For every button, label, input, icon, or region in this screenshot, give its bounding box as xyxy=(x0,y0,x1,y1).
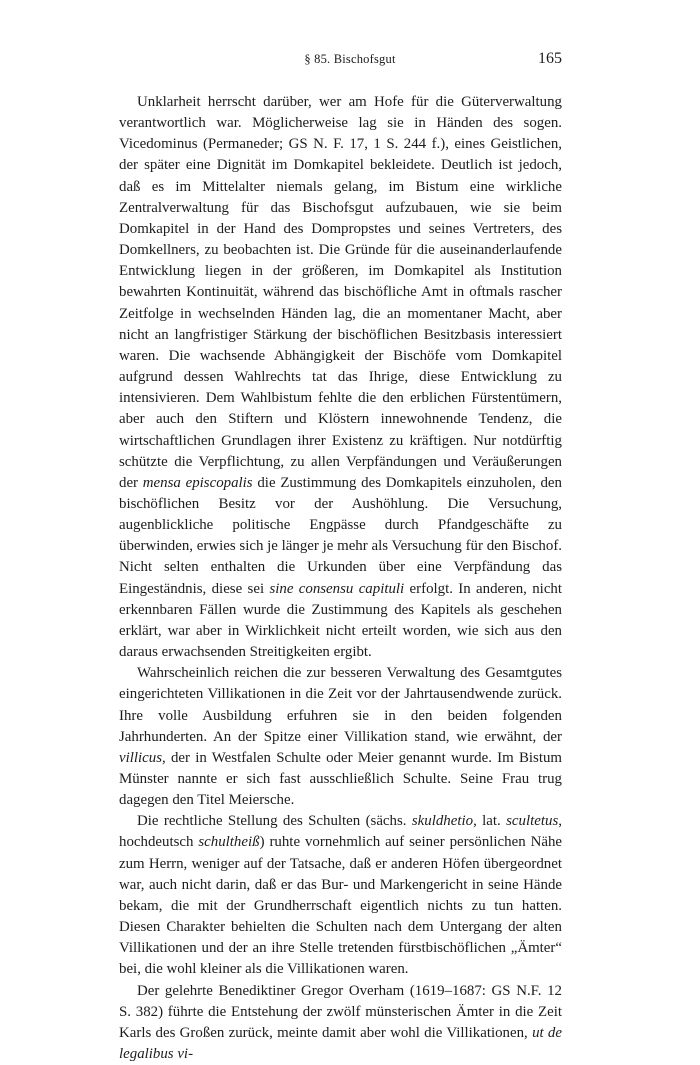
text-segment: Die rechtliche Stellung des Schulten (sächs. xyxy=(137,813,412,830)
text-segment: erfolgt. In anderen, nicht erkennbaren Fällen wurde die Zustimmung des Kapitels als geschehen erklärt, war aber in Wirklichkeit nicht erteilt worden, wie sich aus den daraus erwachsenden Streitigkeiten ergibt. xyxy=(119,580,563,661)
paragraph xyxy=(119,663,562,811)
paragraph xyxy=(119,92,562,663)
italic-text: villicus xyxy=(119,749,163,766)
italic-text: sine consensu capituli xyxy=(269,580,405,597)
page-number: 165 xyxy=(538,50,562,67)
text-segment: , lat. xyxy=(473,813,507,830)
italic-text: mensa episcopalis xyxy=(142,474,253,491)
text-segment: die Zustimmung des Domkapitels einzuholen, den bischöflichen Besitz vor der Aushöhlung. Die Versuchung, augenblickliche politische Engpässe durch Pfandgeschäfte zu überwinden, erwies sich je länger je mehr als Versuchung für den Bischof. Nicht selten enthalten die Urkunden über eine Verpfändung das Eingeständnis, diese sei xyxy=(119,474,562,597)
italic-text: scultetus xyxy=(506,813,559,830)
italic-text: ut de legalibus vi- xyxy=(119,1024,562,1063)
text-segment: Unklarheit herrscht darüber, wer am Hofe für die Güterverwaltung verantwortlich war. Möglicherweise lag sie in Händen des sogen. Vicedominus (Permaneder; GS N. F. 17, 1 S. 244 f.), eines Geistlichen, der später eine Dignität im Domkapitel bekleidete. Deutlich ist jedoch, daß es im Mittelalter niemals gelang, im Bistum eine wirkliche Zentralverwaltung für das Bischofsgut aufzubauen, wie sie beim Domkapitel in der Hand des Dompropstes und seines Vertreters, des Domkellners, zu beobachten ist. Die Gründe für die auseinanderlaufende Entwicklung liegen in der größeren, im Domkapitel als Institution bewahrten Kontinuität, während das bischöfliche Amt in oftmals rascher Zeitfolge in wechselnden Händen lag, die an momentaner Macht, aber nicht an langfristiger Stärkung der bischöflichen Besitzbasis interessiert waren. Die wachsende Abhängigkeit der Bischöfe vom Domkapitel aufgrund dessen Wahlrechts tat das Ihrige, diese Entwicklung zu intensivieren. Dem Wahlbistum fehlte die den erblichen Fürstentümern, aber auch den Stiftern und Klöstern innewohnende Tendenz, die wirtschaftlichen Grundlagen ihrer Existenz zu kräftigen. Nur notdürftig schützte die Verpflichtung, zu allen Verpfändungen und Veräußerungen der xyxy=(119,94,562,491)
italic-text: skuldhetio xyxy=(411,813,474,830)
paragraph xyxy=(119,811,562,980)
running-head xyxy=(0,50,700,72)
text-segment: Der gelehrte Benediktiner Gregor Overham (1619–1687: GS N.F. 12 S. 382) führte die Entstehung der zwölf münsterischen Ämter in die Zeit Karls des Großen zurück, meinte damit aber wohl die Villikationen, xyxy=(119,982,562,1041)
text-segment: , hochdeutsch xyxy=(119,813,562,851)
italic-text: schultheiß xyxy=(198,834,260,851)
paragraph xyxy=(119,981,562,1065)
text-segment: , der in Westfalen Schulte oder Meier genannt wurde. Im Bistum Münster nannte er sich fast ausschließlich Schulte. Seine Frau trug dagegen den Titel Meiersche. xyxy=(119,749,562,809)
text-segment: Wahrscheinlich reichen die zur besseren Verwaltung des Gesamtgutes eingerichteten Villikationen in die Zeit vor der Jahrtausendwende zurück. Ihre volle Ausbildung erfuhren sie in den beiden folgenden Jahrhunderten. An der Spitze einer Villikation stand, wie erwähnt, der xyxy=(119,665,562,745)
text-segment: ) ruhte vornehmlich auf seiner persönlichen Nähe zum Herrn, weniger auf der Tatsache, daß er anderen Höfen übergeordnet war, auch nicht darin, daß er das Bur- und Markengericht in seine Hände bekam, die mit der Grundherrschaft eigentlich nichts zu tun hatten. Diesen Charakter behielten die Schulten nach dem Untergang der alten Villikationen und der an ihre Stelle tretenden fürstbischöflichen „Ämter“ bei, die wohl kleiner als die Villikationen waren. xyxy=(119,834,563,978)
body-text xyxy=(119,92,562,1065)
running-head-title: § 85. Bischofsgut xyxy=(304,52,396,66)
